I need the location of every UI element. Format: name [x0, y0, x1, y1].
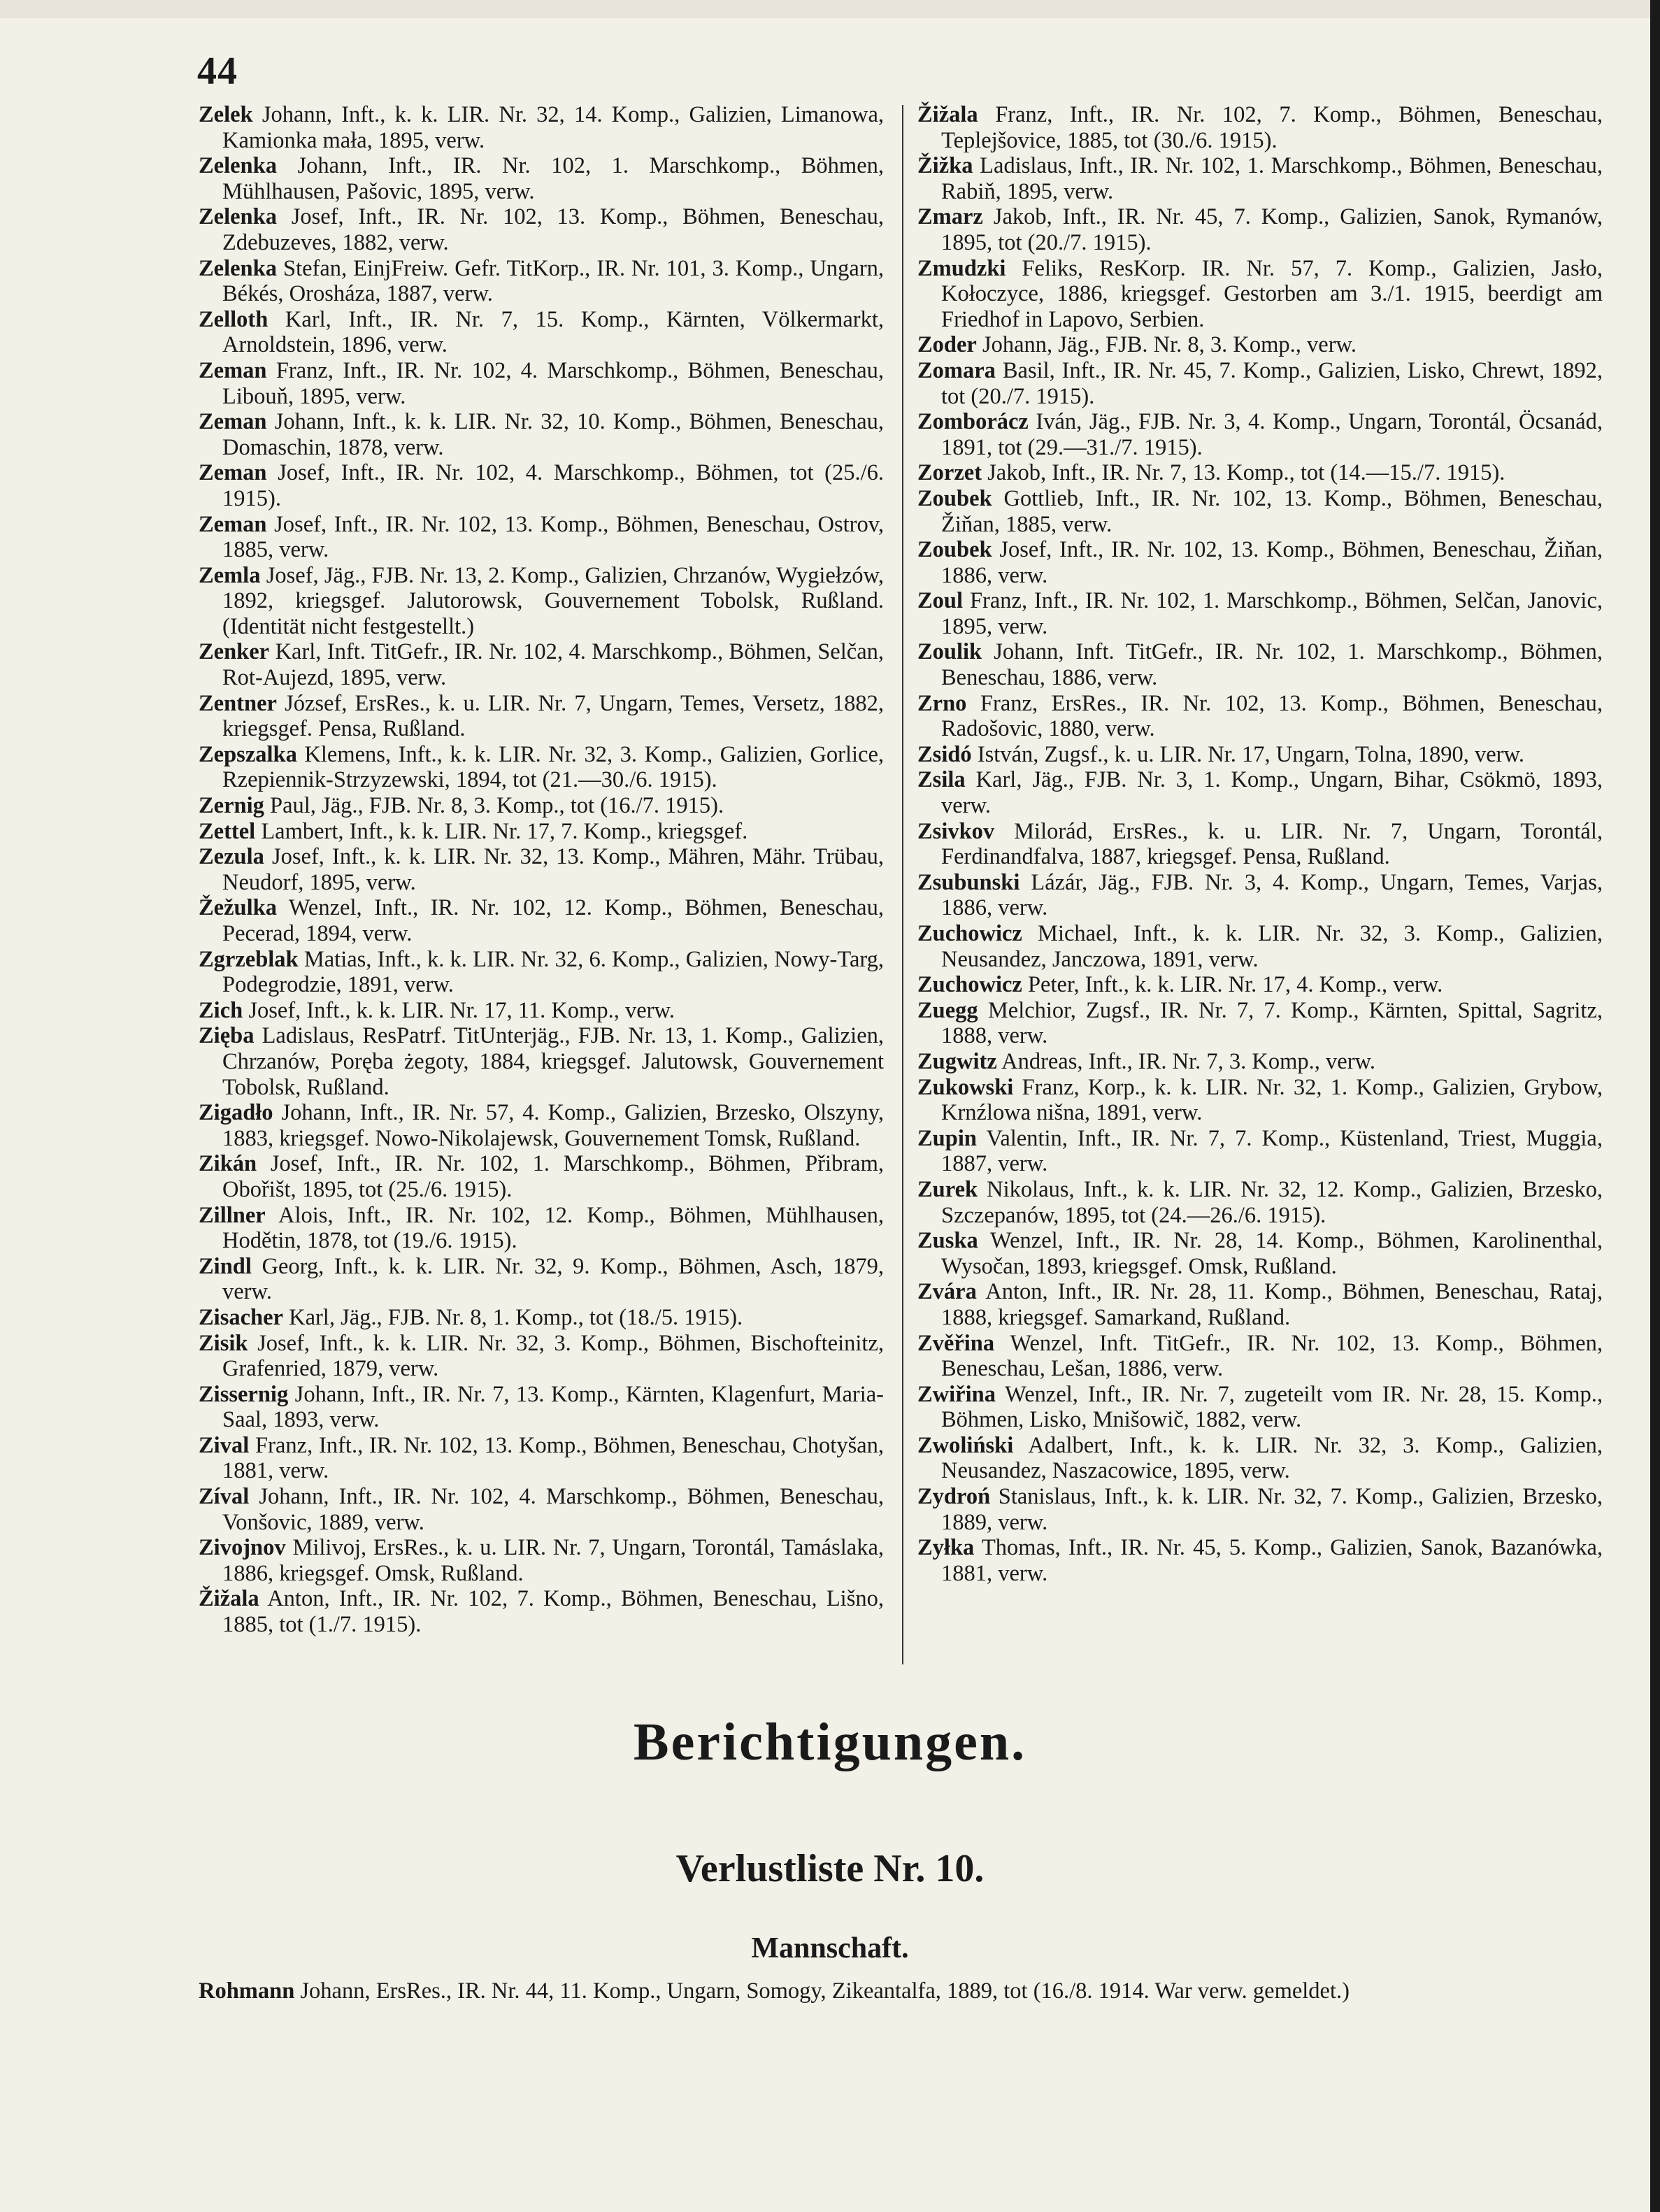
entry-name: Zoubek	[917, 537, 992, 563]
entry-text: Johann, Inft., IR. Nr. 57, 4. Komp., Galizien, Brzesko, Olszyny, 1883, kriegsgef. Nowo-Nikolajewsk, Gouvernement Tomsk, Rußland.	[222, 1100, 885, 1151]
list-entry	[199, 1382, 884, 1433]
entry-name: Zmarz	[917, 204, 983, 230]
list-entry	[199, 153, 884, 204]
list-entry	[199, 691, 884, 742]
list-entry	[199, 1535, 884, 1586]
entry-text: Nikolaus, Inft., k. k. LIR. Nr. 32, 12. Komp., Galizien, Brzesko, Szczepanów, 1895, tot (24.—26./6. 1915).	[941, 1176, 1603, 1228]
entry-text: Franz, Inft., IR. Nr. 102, 1. Marschkomp., Böhmen, Selčan, Janovic, 1895, verw.	[941, 588, 1603, 639]
entry-name: Zeman	[199, 409, 267, 435]
list-entry	[917, 742, 1603, 768]
entry-name: Zoder	[917, 332, 977, 358]
entry-text: Gottlieb, Inft., IR. Nr. 102, 13. Komp., Böhmen, Beneschau, Žiňan, 1885, verw.	[941, 485, 1603, 537]
entry-text: Johann, Inft., k. k. LIR. Nr. 32, 10. Komp., Böhmen, Beneschau, Domaschin, 1878, verw.	[222, 409, 884, 460]
entry-name: Zukowski	[917, 1074, 1014, 1100]
entry-name: Zvěřina	[917, 1330, 995, 1356]
entry-name: Zelenka	[199, 204, 277, 230]
entry-name: Zindl	[199, 1253, 252, 1279]
entry-name: Zisik	[199, 1330, 248, 1356]
list-entry	[917, 1049, 1603, 1075]
list-entry	[199, 1484, 884, 1535]
entry-name: Zeman	[199, 357, 267, 383]
entry-text: Jakob, Inft., IR. Nr. 45, 7. Komp., Galizien, Sanok, Rymanów, 1895, tot (20./7. 1915).	[941, 204, 1603, 255]
entry-name: Zeman	[199, 511, 267, 537]
entry-name: Zoulik	[917, 639, 982, 665]
list-entry	[199, 1100, 884, 1151]
entry-name: Zvára	[917, 1279, 977, 1305]
list-entry	[199, 460, 884, 511]
list-entry	[199, 819, 884, 845]
entry-text: Andreas, Inft., IR. Nr. 7, 3. Komp., verw.	[1001, 1048, 1376, 1074]
list-entry	[199, 998, 884, 1024]
list-entry	[199, 307, 884, 358]
entry-name: Žižka	[917, 153, 973, 179]
section-title: Mannschaft.	[751, 1932, 909, 1964]
list-entry	[199, 895, 884, 946]
entry-text: Karl, Jäg., FJB. Nr. 3, 1. Komp., Ungarn, Bihar, Csökmö, 1893, verw.	[941, 767, 1603, 819]
entry-text: Josef, Inft., k. k. LIR. Nr. 32, 3. Komp., Böhmen, Bischofteinitz, Grafenried, 1879, verw.	[222, 1330, 884, 1382]
entry-name: Zíval	[199, 1484, 250, 1510]
entry-text: Valentin, Inft., IR. Nr. 7, 7. Komp., Küstenland, Triest, Muggia, 1887, verw.	[941, 1125, 1603, 1177]
list-entry	[917, 537, 1603, 588]
list-entry	[199, 1023, 884, 1100]
entry-name: Zsila	[917, 767, 966, 793]
list-entry	[199, 793, 884, 819]
entry-text: Johann, Inft., IR. Nr. 7, 13. Komp., Kärnten, Klagenfurt, Maria-Saal, 1893, verw.	[222, 1381, 884, 1433]
entry-text: Josef, Inft., IR. Nr. 102, 13. Komp., Böhmen, Beneschau, Zdebuzeves, 1882, verw.	[222, 204, 884, 255]
entry-name: Zsivkov	[917, 818, 995, 844]
entry-text: Milorád, ErsRes., k. u. LIR. Nr. 7, Ungarn, Torontál, Ferdinandfalva, 1887, kriegsgef. Pensa, Rußland.	[941, 818, 1603, 870]
entry-text: Stefan, EinjFreiw. Gefr. TitKorp., IR. Nr. 101, 3. Komp., Ungarn, Békés, Orosháza, 1887, verw.	[222, 255, 885, 307]
list-entry	[917, 691, 1603, 742]
entry-text: Josef, Inft., IR. Nr. 102, 1. Marschkomp., Böhmen, Přibram, Obořišt, 1895, tot (25./6. 1915).	[222, 1151, 884, 1202]
entry-name: Zorzet	[917, 460, 982, 486]
entry-text: Johann, Jäg., FJB. Nr. 8, 3. Komp., verw.	[982, 332, 1357, 358]
entry-name: Zoul	[917, 588, 964, 614]
entry-name: Zeman	[199, 460, 267, 486]
entry-text: Ladislaus, Inft., IR. Nr. 102, 1. Marschkomp., Böhmen, Beneschau, Rabiň, 1895, verw.	[941, 153, 1603, 204]
list-entry	[199, 1586, 884, 1637]
list-entry	[199, 1331, 884, 1382]
entry-name: Zelek	[199, 102, 253, 127]
entry-name: Zupin	[917, 1125, 977, 1151]
entry-text: Michael, Inft., k. k. LIR. Nr. 32, 3. Komp., Galizien, Neusandez, Janczowa, 1891, verw.	[941, 921, 1603, 972]
entry-name: Zuska	[917, 1228, 978, 1254]
entry-text: Josef, Inft., IR. Nr. 102, 13. Komp., Böhmen, Beneschau, Žiňan, 1886, verw.	[941, 537, 1603, 588]
list-entry	[199, 1203, 884, 1254]
list-entry	[917, 1382, 1603, 1433]
entry-name: Žižala	[917, 102, 978, 127]
scan-top-margin	[0, 0, 1660, 18]
list-entry	[917, 819, 1603, 870]
list-entry	[917, 767, 1603, 818]
correction-entry-name: Rohmann	[199, 1978, 295, 2004]
entry-text: Johann, Inft., IR. Nr. 102, 4. Marschkomp., Böhmen, Beneschau, Vonšovic, 1889, verw.	[222, 1484, 884, 1535]
entry-name: Zsubunski	[917, 869, 1020, 895]
entry-name: Zival	[199, 1432, 250, 1458]
entry-name: Zwiřina	[917, 1381, 996, 1407]
list-entry	[917, 1279, 1603, 1330]
list-entry	[199, 1433, 884, 1484]
entry-text: Karl, Jäg., FJB. Nr. 8, 1. Komp., tot (18./5. 1915).	[289, 1304, 743, 1330]
entry-name: Zivojnov	[199, 1535, 286, 1561]
entry-text: Johann, Inft., IR. Nr. 102, 1. Marschkomp., Böhmen, Mühlhausen, Pašovic, 1895, verw.	[222, 153, 885, 204]
entry-name: Zwoliński	[917, 1432, 1014, 1458]
entry-name: Zydroń	[917, 1484, 991, 1510]
entry-text: Franz, Inft., IR. Nr. 102, 13. Komp., Böhmen, Beneschau, Chotyšan, 1881, verw.	[222, 1432, 885, 1484]
entry-text: Lázár, Jäg., FJB. Nr. 3, 4. Komp., Ungarn, Temes, Varjas, 1886, verw.	[941, 869, 1603, 921]
entry-text: Jakob, Inft., IR. Nr. 7, 13. Komp., tot (14.—15./7. 1915).	[987, 460, 1505, 486]
left-column	[199, 102, 884, 1638]
entry-name: Zich	[199, 997, 243, 1023]
list-entry	[917, 358, 1603, 409]
entry-name: Zyłka	[917, 1535, 975, 1561]
correction-entry-text: Johann, ErsRes., IR. Nr. 44, 11. Komp., Ungarn, Somogy, Zikeantalfa, 1889, tot (16./8. 1914. War verw. gemeldet.)	[300, 1978, 1350, 2004]
entry-name: Zięba	[199, 1023, 255, 1049]
entry-name: Zigadło	[199, 1100, 273, 1126]
list-entry	[917, 1228, 1603, 1279]
entry-text: Josef, Inft., IR. Nr. 102, 4. Marschkomp., Böhmen, tot (25./6. 1915).	[222, 460, 885, 511]
list-entry	[199, 639, 884, 690]
list-entry	[199, 409, 884, 460]
verlustliste-title: Verlustliste Nr. 10.	[675, 1847, 985, 1890]
entry-text: István, Zugsf., k. u. LIR. Nr. 17, Ungarn, Tolna, 1890, verw.	[977, 741, 1524, 767]
entry-text: Josef, Jäg., FJB. Nr. 13, 2. Komp., Galizien, Chrzanów, Wygiełzów, 1892, kriegsgef. Jalutorowsk, Gouvernement Tobolsk, Rußland. (Identität nicht festgestellt.)	[222, 562, 884, 639]
entry-text: Klemens, Inft., k. k. LIR. Nr. 32, 3. Komp., Galizien, Gorlice, Rzepiennik-Strzyzewski, 1894, tot (21.—30./6. 1915).	[222, 741, 884, 793]
entry-name: Zsidó	[917, 741, 972, 767]
list-entry	[917, 1126, 1603, 1177]
page-number: 44	[197, 50, 238, 93]
column-divider	[902, 105, 903, 1664]
entry-name: Zissernig	[199, 1381, 289, 1407]
entry-text: Franz, Inft., IR. Nr. 102, 4. Marschkomp., Böhmen, Beneschau, Libouň, 1895, verw.	[222, 357, 885, 409]
list-entry	[917, 256, 1603, 333]
entry-name: Zepszalka	[199, 741, 297, 767]
entry-text: Anton, Inft., IR. Nr. 28, 11. Komp., Böhmen, Beneschau, Rataj, 1888, kriegsgef. Samarkand, Rußland.	[941, 1279, 1603, 1330]
list-entry	[199, 742, 884, 793]
list-entry	[917, 153, 1603, 204]
entry-name: Zillner	[199, 1202, 266, 1228]
right-column	[917, 102, 1603, 1586]
list-entry	[199, 512, 884, 563]
entry-text: Johann, Inft., k. k. LIR. Nr. 32, 14. Komp., Galizien, Limanowa, Kamionka mała, 1895, verw.	[222, 102, 884, 153]
list-entry	[917, 870, 1603, 921]
list-entry	[917, 460, 1603, 486]
entry-text: Peter, Inft., k. k. LIR. Nr. 17, 4. Komp., verw.	[1027, 972, 1443, 998]
list-entry	[917, 588, 1603, 639]
entry-text: Ladislaus, ResPatrf. TitUnterjäg., FJB. Nr. 13, 1. Komp., Galizien, Chrzanów, Poręba żegoty, 1884, kriegsgef. Jalutowsk, Gouvernement Tobolsk, Rußland.	[222, 1023, 884, 1100]
list-entry	[917, 1177, 1603, 1228]
entry-name: Zoubek	[917, 485, 992, 511]
list-entry	[199, 1151, 884, 1202]
list-entry	[199, 844, 884, 895]
list-entry	[917, 998, 1603, 1049]
entry-text: Karl, Inft., IR. Nr. 7, 15. Komp., Kärnten, Völkermarkt, Arnoldstein, 1896, verw.	[222, 306, 884, 358]
entry-name: Zgrzeblak	[199, 946, 299, 972]
entry-text: Karl, Inft. TitGefr., IR. Nr. 102, 4. Marschkomp., Böhmen, Selčan, Rot-Aujezd, 1895, verw.	[222, 639, 884, 691]
entry-name: Zomborácz	[917, 409, 1029, 435]
entry-name: Zemla	[199, 562, 261, 588]
correction-entry	[199, 1978, 1628, 2004]
list-entry	[917, 972, 1603, 998]
entry-text: Adalbert, Inft., k. k. LIR. Nr. 32, 3. Komp., Galizien, Neusandez, Naszacowice, 1895, verw.	[941, 1432, 1603, 1484]
list-entry	[199, 358, 884, 409]
list-entry	[199, 563, 884, 640]
list-entry	[917, 486, 1603, 537]
list-entry	[917, 1433, 1603, 1484]
entry-text: Wenzel, Inft., IR. Nr. 102, 12. Komp., Böhmen, Beneschau, Pecerad, 1894, verw.	[222, 895, 884, 946]
entry-name: Zmudzki	[917, 255, 1006, 281]
entry-text: Johann, Inft. TitGefr., IR. Nr. 102, 1. Marschkomp., Böhmen, Beneschau, 1886, verw.	[941, 639, 1603, 691]
entry-name: Zezula	[199, 844, 264, 870]
entry-name: Zelloth	[199, 306, 269, 332]
entry-name: Zuegg	[917, 997, 978, 1023]
entry-text: Iván, Jäg., FJB. Nr. 3, 4. Komp., Ungarn, Torontál, Öcsanád, 1891, tot (29.—31./7. 1915).	[941, 409, 1603, 460]
entry-name: Zelenka	[199, 153, 277, 179]
entry-text: Josef, Inft., k. k. LIR. Nr. 17, 11. Komp., verw.	[248, 997, 675, 1023]
entry-text: Basil, Inft., IR. Nr. 45, 7. Komp., Galizien, Lisko, Chrewt, 1892, tot (20./7. 1915).	[941, 357, 1603, 409]
entry-name: Zurek	[917, 1176, 978, 1202]
entry-name: Zentner	[199, 690, 277, 716]
list-entry	[917, 639, 1603, 690]
entry-text: Paul, Jäg., FJB. Nr. 8, 3. Komp., tot (16./7. 1915).	[270, 793, 724, 819]
list-entry	[917, 1331, 1603, 1382]
entry-text: Josef, Inft., k. k. LIR. Nr. 32, 13. Komp., Mähren, Mähr. Trübau, Neudorf, 1895, verw.	[222, 844, 884, 895]
entry-text: Anton, Inft., IR. Nr. 102, 7. Komp., Böhmen, Beneschau, Lišno, 1885, tot (1./7. 1915).	[222, 1586, 884, 1638]
list-entry	[917, 1484, 1603, 1535]
entry-name: Zrno	[917, 690, 967, 716]
list-entry	[199, 204, 884, 255]
list-entry	[917, 102, 1603, 153]
entry-text: Thomas, Inft., IR. Nr. 45, 5. Komp., Galizien, Sanok, Bazanówka, 1881, verw.	[941, 1535, 1603, 1586]
entry-name: Zisacher	[199, 1304, 283, 1330]
entry-text: József, ErsRes., k. u. LIR. Nr. 7, Ungarn, Temes, Versetz, 1882, kriegsgef. Pensa, Rußland.	[222, 690, 884, 742]
entry-name: Žežulka	[199, 895, 277, 921]
entry-name: Zomara	[917, 357, 996, 383]
entry-name: Zuchowicz	[917, 921, 1022, 946]
list-entry	[199, 102, 884, 153]
list-entry	[917, 332, 1603, 358]
entry-text: Georg, Inft., k. k. LIR. Nr. 32, 9. Komp., Böhmen, Asch, 1879, verw.	[222, 1253, 884, 1305]
list-entry	[917, 1535, 1603, 1586]
list-entry	[199, 947, 884, 998]
entry-name: Zelenka	[199, 255, 277, 281]
entry-text: Melchior, Zugsf., IR. Nr. 7, 7. Komp., Kärnten, Spittal, Sagritz, 1888, verw.	[941, 997, 1603, 1049]
entry-text: Lambert, Inft., k. k. LIR. Nr. 17, 7. Komp., kriegsgef.	[261, 818, 748, 844]
entry-name: Zugwitz	[917, 1048, 997, 1074]
entry-text: Stanislaus, Inft., k. k. LIR. Nr. 32, 7. Komp., Galizien, Brzesko, 1889, verw.	[941, 1484, 1603, 1535]
list-entry	[917, 204, 1603, 255]
list-entry	[917, 1075, 1603, 1126]
entry-text: Josef, Inft., IR. Nr. 102, 13. Komp., Böhmen, Beneschau, Ostrov, 1885, verw.	[222, 511, 884, 563]
list-entry	[199, 1305, 884, 1331]
entry-text: Franz, Korp., k. k. LIR. Nr. 32, 1. Komp., Galizien, Grybow, Krnźlowa nišna, 1891, verw.	[941, 1074, 1603, 1126]
entry-name: Zuchowicz	[917, 972, 1022, 998]
entry-text: Wenzel, Inft. TitGefr., IR. Nr. 102, 13. Komp., Böhmen, Beneschau, Lešan, 1886, verw.	[941, 1330, 1603, 1382]
entry-name: Zettel	[199, 818, 256, 844]
entry-text: Franz, Inft., IR. Nr. 102, 7. Komp., Böhmen, Beneschau, Teplejšovice, 1885, tot (30./6. 1915).	[941, 102, 1603, 153]
entry-text: Wenzel, Inft., IR. Nr. 28, 14. Komp., Böhmen, Karolinenthal, Wysočan, 1893, kriegsgef. Omsk, Rußland.	[941, 1228, 1603, 1279]
entry-text: Matias, Inft., k. k. LIR. Nr. 32, 6. Komp., Galizien, Nowy-Targ, Podegrodzie, 1891, verw.	[222, 946, 885, 998]
entry-text: Alois, Inft., IR. Nr. 102, 12. Komp., Böhmen, Mühlhausen, Hodětin, 1878, tot (19./6. 1915).	[222, 1202, 884, 1254]
entry-name: Zernig	[199, 793, 264, 819]
entry-text: Milivoj, ErsRes., k. u. LIR. Nr. 7, Ungarn, Torontál, Tamáslaka, 1886, kriegsgef. Omsk, Rußland.	[222, 1535, 884, 1586]
entry-text: Wenzel, Inft., IR. Nr. 7, zugeteilt vom IR. Nr. 28, 15. Komp., Böhmen, Lisko, Mnišowič, 1882, verw.	[941, 1381, 1603, 1433]
entry-text: Franz, ErsRes., IR. Nr. 102, 13. Komp., Böhmen, Beneschau, Radošovic, 1880, verw.	[941, 690, 1603, 742]
berichtigungen-heading: Berichtigungen.	[633, 1713, 1027, 1771]
list-entry	[199, 1254, 884, 1305]
list-entry	[917, 409, 1603, 460]
entry-name: Zikán	[199, 1151, 257, 1177]
list-entry	[917, 921, 1603, 972]
entry-name: Žižala	[199, 1586, 259, 1612]
entry-name: Zenker	[199, 639, 270, 665]
entry-text: Feliks, ResKorp. IR. Nr. 57, 7. Komp., Galizien, Jasło, Kołoczyce, 1886, kriegsgef. Gestorben am 3./1. 1915, beerdigt am Friedhof in Lapovo, Serbien.	[941, 255, 1603, 332]
list-entry	[199, 256, 884, 307]
